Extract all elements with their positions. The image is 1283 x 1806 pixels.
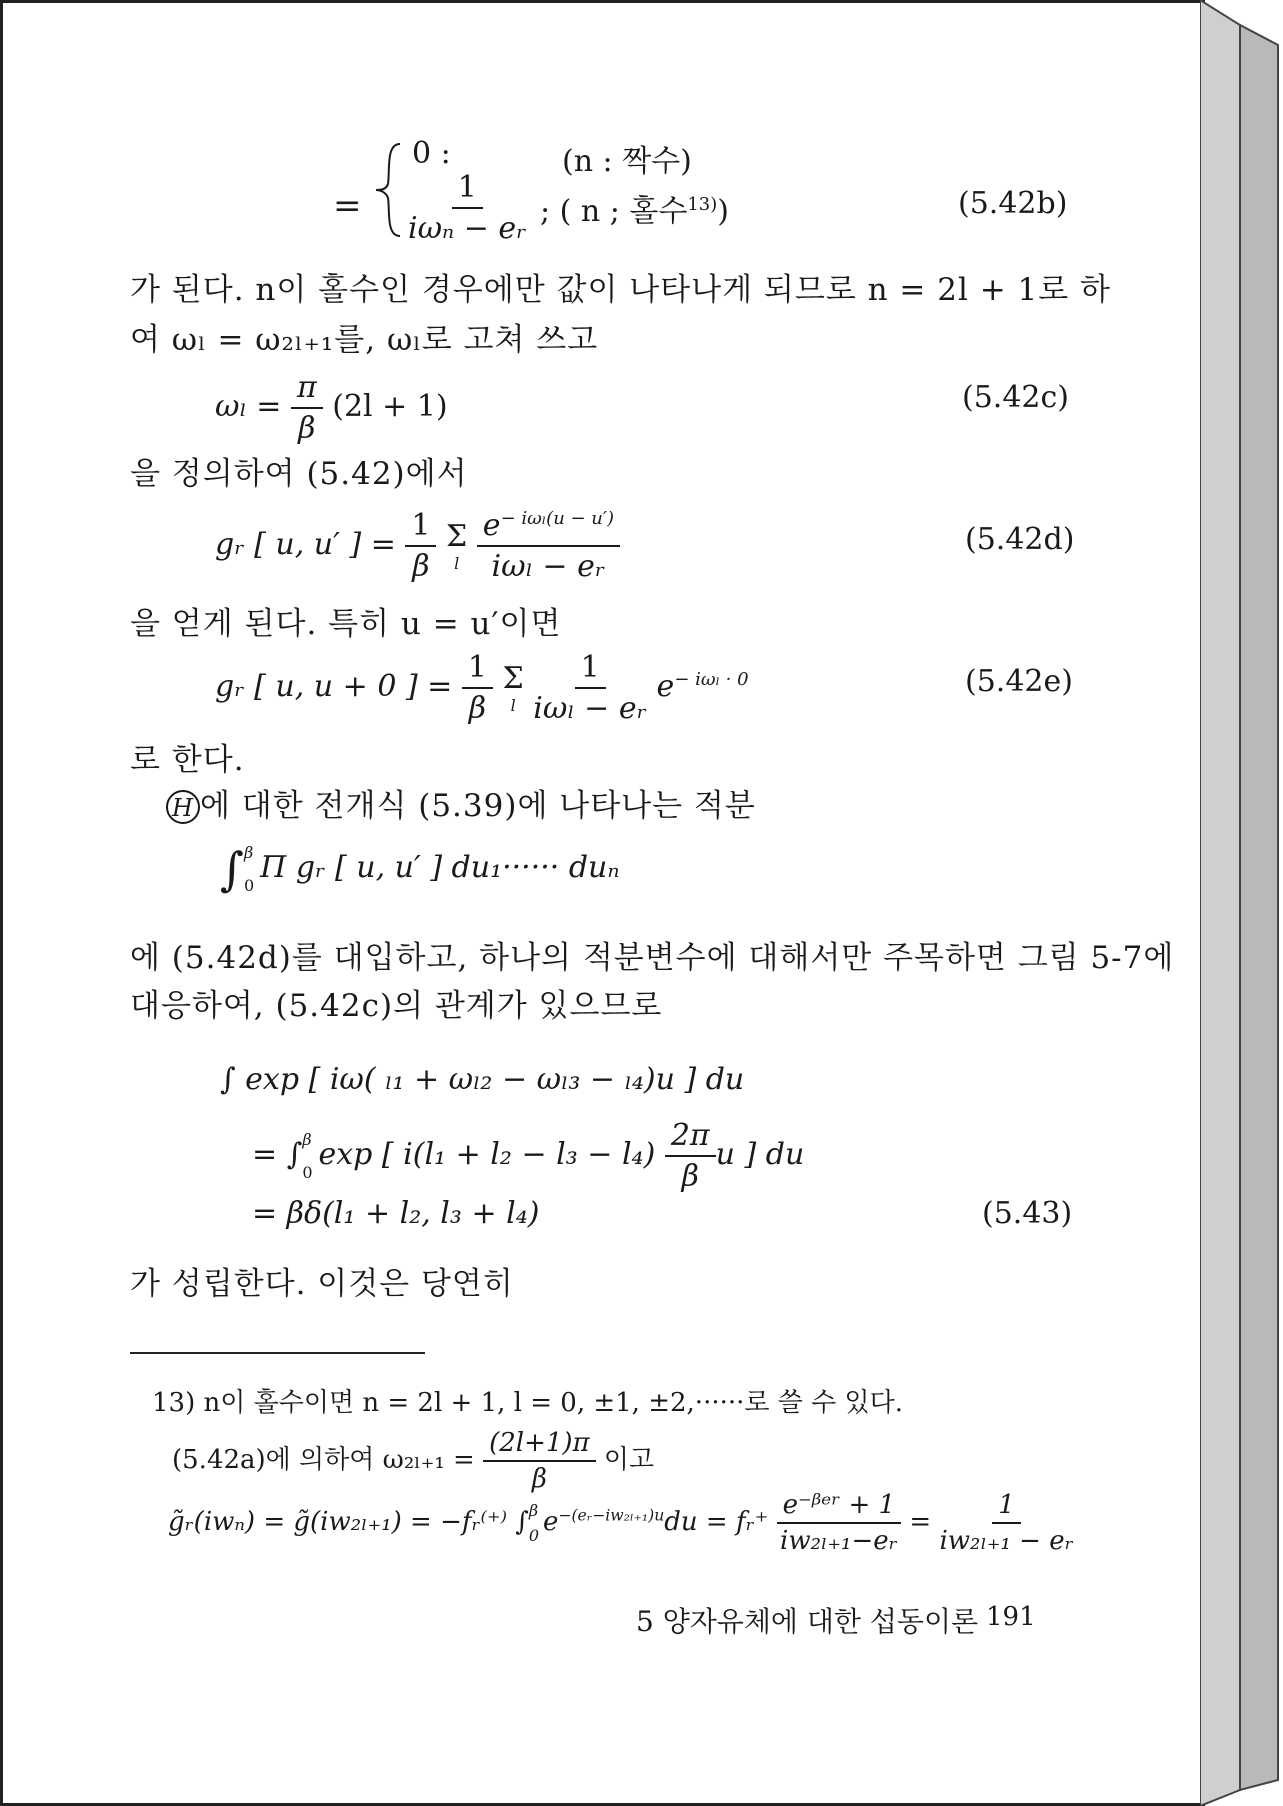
- eq-5-43-line1: ∫ exp [ iω( ₗ₁ + ωₗ₂ − ωₗ₃ − ₗ₄)u ] du: [220, 1062, 745, 1097]
- eq-5-42b-equals: =: [333, 186, 362, 226]
- paragraph-line: 을 정의하여 (5.42)에서: [130, 456, 468, 492]
- circled-h-symbol: H: [166, 790, 200, 824]
- paragraph-line: 에 (5.42d)를 대입하고, 하나의 적분변수에 대해서만 주목하면 그림 5-7에: [130, 940, 1175, 976]
- eq-5-42c-label: (5.42c): [962, 380, 1070, 415]
- paragraph-line: 로 한다.: [130, 742, 245, 778]
- eq-5-42e: gᵣ [ u, u + 0 ] = $\frac{1}{\beta}$ Σ l $\frac{1}{\text{iωₗ − eᵣ}}$ $e^{- i\omega_l \cdot 0}$: [215, 650, 749, 726]
- eq-5-42d-label: (5.42d): [965, 522, 1075, 557]
- footnote-ref-13: 13): [687, 194, 718, 215]
- left-brace-icon: [372, 140, 406, 240]
- footnote-line: (5.42a)에 의하여 ω₂ₗ₊₁ = $\frac{(2l+1)\pi}{\beta}$ 이고: [172, 1428, 655, 1494]
- paragraph-line: 을 얻게 된다. 특히 u = u′이면: [130, 606, 562, 642]
- eq-5-42b-case2-fraction: $\frac{1}{\text{iωₙ − eᵣ}}$: [408, 170, 527, 246]
- running-footer: 5 양자유체에 대한 섭동이론: [636, 1605, 979, 1638]
- eq-5-42b-label: (5.42b): [958, 186, 1068, 221]
- eq-5-43-line2: = ∫ β 0 exp [ i(l₁ + l₂ − l₃ − l₄) $\frac{2\pi}{\beta}$ u ] du: [252, 1118, 805, 1194]
- eq-5-43-line3: = βδ(l₁ + l₂, l₃ + l₄): [252, 1196, 540, 1231]
- footnote-line: g̃ᵣ(iwₙ) = g̃(iw₂ₗ₊₁) = −fᵣ⁽⁺⁾ ∫ β 0 $e^{-(eᵣ-iw_{2l+1})u}du$ = fᵣ⁺ $\frac{\text{e⁻ᵝᵉʳ + 1}}{\text{iw₂ₗ₊₁−eᵣ}}$ = $\frac{1}{\text{iw₂ₗ₊₁ − eᵣ}}$: [168, 1490, 1074, 1556]
- eq-5-43-label: (5.43): [982, 1196, 1073, 1231]
- page-number: 191: [986, 1602, 1036, 1632]
- paragraph-line: H 에 대한 전개식 (5.39)에 나타나는 적분: [166, 780, 756, 825]
- paragraph-line: 대응하여, (5.42c)의 관계가 있으므로: [130, 988, 663, 1024]
- footnote-divider: [130, 1352, 425, 1354]
- eq-5-42b-case1-condition: (n : 짝수): [562, 144, 692, 179]
- eq-5-42b-case1-value: 0 :: [412, 136, 451, 171]
- footnote-line: 13) n이 홀수이면 n = 2l + 1, l = 0, ±1, ±2,······로 쓸 수 있다.: [152, 1388, 904, 1418]
- eq-5-42c: ωₗ = $\frac{\pi}{\beta}$ (2l + 1): [215, 370, 448, 446]
- eq-5-42b-case2-condition: ; ( n ; 홀수$^{13)}$): [540, 194, 730, 229]
- integral-expression: ∫ β 0 Π gᵣ [ u, u′ ] du₁······ duₙ: [220, 842, 620, 896]
- paragraph-line: 여 ωₗ = ω₂ₗ₊₁를, ωₗ로 고쳐 쓰고: [130, 322, 599, 358]
- paragraph-line: 가 된다. n이 홀수인 경우에만 값이 나타나게 되므로 n = 2l + 1로 하: [130, 272, 1112, 308]
- page-edge-shadow: [1200, 0, 1283, 1806]
- paragraph-line: 가 성립한다. 이것은 당연히: [130, 1266, 514, 1302]
- eq-5-42d: gᵣ [ u, u′ ] = $\frac{1}{\beta}$ Σ l $\frac{e^{- i\omega_l(u - u')}}{\text{iωₗ − eᵣ}}$: [215, 508, 620, 584]
- eq-5-42e-label: (5.42e): [965, 664, 1073, 699]
